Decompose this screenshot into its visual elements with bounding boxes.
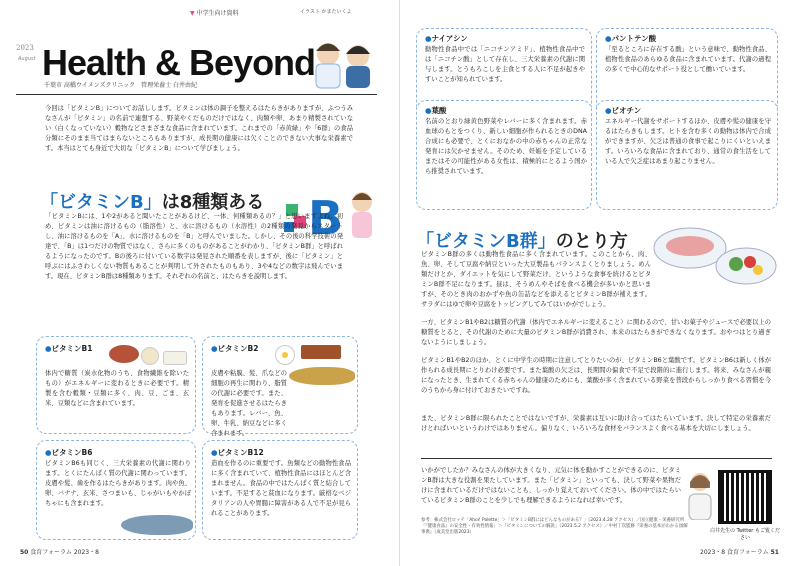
heading-quote: 「ビタミンB」 (40, 192, 162, 213)
fish-icon-2 (121, 515, 193, 535)
dietitian-portrait-icon (684, 470, 716, 520)
biotin-title: ●ビオチン (605, 106, 642, 115)
byline: 千葉市 高橋ウイメンズクリニック 管理栄養士 白井由紀 (44, 82, 198, 89)
right-page-footer (700, 547, 779, 556)
vitamin-b2-title: ●ビタミンB2 (211, 344, 259, 353)
vitamin-b2-card (202, 336, 358, 437)
footer-left-text: 食育フォーラム 2023・8 (30, 549, 99, 556)
section-heading-types (40, 188, 264, 214)
pantothenic-text: 「至るところに存在する酸」という意味で、動物性食品、植物性食品のあらゆる食品に含まれています。代謝の過程の多くで中心的なサポート役として働いています。 (605, 46, 771, 73)
vitamin-b1-title: ●ビタミンB1 (45, 344, 93, 353)
vitamin-b1-text: 体内で糖質（炭水化物のうち、食物繊維を除いたもの）がエネルギーに変わるときに必要です。精製を含む穀類・豆類に多く、肉、豆、ごま、玄米、豆類などに含まれています。 (45, 370, 189, 407)
closing-divider (421, 458, 772, 459)
food-plate-illustration-icon (650, 218, 780, 290)
tofu-icon (163, 351, 187, 365)
vitamin-b12-card (202, 440, 358, 540)
audience-tag-text: 中学生向け資料 (196, 10, 239, 17)
folate-card (416, 100, 592, 210)
references: 参考：株式会社ロッテ「Ahoi! Palette」＞「ビタミンB群にはどんなものがある？」（2023.4.28 アクセス）／国立健康・栄養研究所「『健康食品』の安全性・有効性情報」＞「ビタミンについての解説」（2023.5.2 アクセス）／中村丁次監修『栄養の基本がわかる図解事典』（成美堂出版2023） (421, 518, 688, 535)
fish-icon (289, 367, 355, 385)
vitamin-b12-title: ●ビタミンB12 (211, 448, 264, 457)
intake-paragraph-3: ビタミンB1やB2のほか、とくに中学生の時期に注意してとりたいのが、ビタミンB6と葉酸です。ビタミンB6は新しく体が作られる成長期にとりわけ必要です。また葉酸の欠乏は、長期間の偏食で不足で段階的に進行します。将来、みなさんが親になったとき、生まれてくる赤ちゃんの健康のためにも、葉酸が多く含まれている野菜を普段からしっかり食べる習慣を今のうちから身に付けておきたいですね。 (421, 357, 771, 394)
egg-icon (275, 345, 295, 365)
rice-bowl-icon (141, 347, 159, 365)
niacin-text: 動物性食品中では「ニコチンアミド」、植物性食品中では「ニコチン酸」として存在し、三大栄養素の代謝に関与します。とうもろこしを主食とする人に不足が起きやすいことが知られています。 (425, 46, 585, 83)
liver-icon (301, 345, 341, 359)
heading-quote-right: 「ビタミンB群」 (416, 231, 556, 252)
left-page-footer (20, 547, 99, 556)
qr-caption: 白井先生の Twitter もご覧ください (710, 528, 780, 541)
biotin-text: エネルギー代謝をサポートするほか、皮膚や髪の健康を守るはたらきもします。ヒトを含む多くの動物は体内で合成ができますが、欠乏は普通の食事で起こりにくいといえます。いろいろな食品に含まれており、通常の食生活をしている人で欠乏症はあまり起こりません。 (605, 118, 771, 165)
doctor-illustration-icon (308, 34, 378, 90)
issue-month: August (18, 56, 36, 62)
page-number-left: 50 (20, 549, 29, 556)
heading-rest: は8種類ある (161, 192, 265, 213)
twitter-qr-code[interactable] (718, 470, 772, 524)
vitamin-b6-title: ●ビタミンB6 (45, 448, 93, 457)
vitamin-b1-card (36, 336, 196, 434)
footer-right-text: 2023・8 食育フォーラム (700, 549, 769, 556)
types-paragraph: 「ビタミンBには、1や2があると聞いたことがあるけど、一体、何種類あるの？」と思いますよね。初め、ビタミンは油に溶けるもの（脂溶性）と、水に溶けるもの（水溶性）の2種類の発見からスタートし、油に溶けるものを「A」、水に溶けるものを「B」と呼んでいました。しかし、その後の科学技術の発達で、「B」は1つだけの物質ではなく、さらに多くのものがあることがわかり、「ビタミンB群」と呼ばれるようになったのです。Bの後ろに付いている数字は発見された順番を表しますが、後に「ビタミン」と呼ぶにはふさわしくない物質もあることが判明して外されたものもあり、3や4などの数字は飛んでいます。現在、ビタミンB群は8種類あります。それぞれの名前と、はたらきを説明します。 (45, 213, 343, 280)
heading-rest-right: のとり方 (555, 231, 628, 252)
closing-paragraph: いかがでしたか？みなさんの体が大きくなり、元気に体を動かすことができるのに、ビタミンB群は大きな役割を果たしています。また「ビタミン」といっても、決して野菜や果物だけに含まれているだけではないことも、しっかり覚えておいてください。体の中ではたらいているビタミンB群のことを少しでも理解できるようになれば幸いです。 (421, 467, 681, 504)
niacin-title: ●ナイアシン (425, 34, 468, 43)
intro-paragraph: 今回は「ビタミンB」についてお話しします。ビタミンは体の調子を整えるはたらきがありますが、ふつうみなさんが「ビタミン」の名前で連想する、野菜やくだものだけではなく、肉類や卵、あまり精製されていない（白くなっていない）穀物などさまざまな食品に含まれています。これまでの「赤黄緑」や「6群」の食品分類にそのまま当てはまらないところもありますが、成長期の健康には欠くことのできない大事な栄養素です。本当はとても身近で大切な「ビタミンB」について学びましょう。 (45, 105, 353, 152)
intake-paragraph-1: ビタミンB群の多くは動物性食品に多く含まれています。このことから、肉、魚、卵、そして豆腐や納豆といった大豆製品もバランスよくとりましょう。めん類だけとか、ダイエットを気にして野菜だけ、というような食事を続けるとビタミンB群不足になります。昼は、そうめんやそばを食べる機会が多いかと思いますが、そのとき肉のおかずや魚の缶詰などを添えるとビタミンB群が補えます。サラダにはゆで卵や豆腐をトッピングしてみてはいかがでしょう。 (421, 251, 651, 308)
page-title: Health & Beyond (42, 42, 316, 83)
page-number-right: 51 (770, 549, 779, 556)
intake-paragraph-2: 一方、ビタミンB1やB2は糖質の代謝（体内でエネルギーに変えること）に関わるので、甘いお菓子やジュースで必要以上の糖質をとると、その代謝のために大量のビタミンB群が消費され、本来のはたらきができなくなります。おやつはとり過ぎないようにしましょう。 (421, 319, 771, 346)
audience-tag: ▼ 中学生向け資料 (190, 10, 239, 17)
illustrator-credit: イラスト かまたいくよ (300, 9, 352, 15)
header-divider (16, 94, 377, 95)
vitamin-b2-text: 皮膚や粘膜、髪、爪などの細胞の再生に関わり、脂質の代謝に必要です。また、発育を促進させるはたらきもあります。レバー、魚、卵、牛乳、納豆などに多く含まれます。 (211, 370, 287, 437)
big-b-letter: B (308, 191, 344, 242)
vitamin-b12-text: 造血を作るのに重要です。魚類などの動物性食品に多く含まれていて、植物性食品にはほとんど含まれません。食品の中ではたんぱく質と結合しています。不足すると貧血になります。厳格なベジタリアンの人や胃腸に障害がある人で不足が見られることがあります。 (211, 460, 351, 517)
meat-icon (109, 345, 139, 363)
vitamin-b6-card (36, 440, 196, 540)
folate-text: 名前のとおり緑黄色野菜やレバーに多く含まれます。赤血球のもとをつくり、新しい細胞が作られるときのDNA合成にも必要で、とくにおなかの中の赤ちゃんの正常な発育には欠かせません。そのため、妊娠を予定しているまたはその可能性がある女性は、積極的にとるよう国から推奨されています。 (425, 118, 587, 175)
issue-year: 2023 (16, 44, 34, 52)
intake-paragraph-4: また、ビタミンB群に限られたことではないですが、栄養素は互いに助け合ってはたらいています。決して特定の栄養素だけとればいいというわけではありません。偏りなく、いろいろな食材をバランスよく食べる基本を大切にしましょう。 (421, 415, 771, 432)
biotin-card (596, 100, 778, 210)
pantothenic-title: ●パントテン酸 (605, 34, 657, 43)
folate-title: ●葉酸 (425, 106, 447, 115)
vitamin-b6-text: ビタミンB6も同じく、三大栄養素の代謝に関わります。とくにたんぱく質の代謝に関わっています。皮膚や髪、歯を作るはたらきがあります。肉や魚、卵、バナナ、玄米、さつまいも、じゃがいもやかぼちゃにも含まれます。 (45, 460, 191, 507)
